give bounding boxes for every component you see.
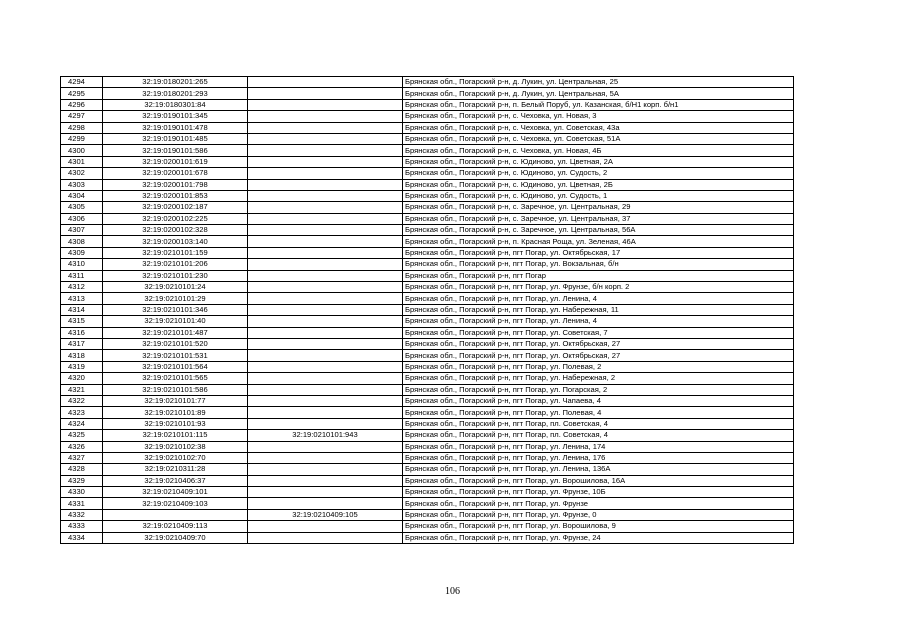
cadastral-number-cell: 32:19:0190101:345 bbox=[103, 111, 248, 122]
cadastral-number-cell: 32:19:0190101:478 bbox=[103, 122, 248, 133]
cadastral-number-cell: 32:19:0210101:531 bbox=[103, 350, 248, 361]
row-number-cell: 4314 bbox=[61, 304, 103, 315]
related-cadastral-number-cell bbox=[248, 327, 403, 338]
table-row bbox=[61, 327, 794, 338]
table-row bbox=[61, 384, 794, 395]
related-cadastral-number-cell bbox=[248, 532, 403, 543]
table-row bbox=[61, 464, 794, 475]
row-number-cell: 4320 bbox=[61, 373, 103, 384]
address-cell: Брянская обл., Погарский р-н, пгт Погар, ул. Ленина, 176 bbox=[403, 452, 794, 463]
related-cadastral-number-cell bbox=[248, 259, 403, 270]
table-row bbox=[61, 293, 794, 304]
cadastral-number-cell: 32:19:0210102:70 bbox=[103, 452, 248, 463]
row-number-cell: 4298 bbox=[61, 122, 103, 133]
address-cell: Брянская обл., Погарский р-н, пгт Погар, ул. Фрунзе bbox=[403, 498, 794, 509]
cadastral-number-cell: 32:19:0210101:346 bbox=[103, 304, 248, 315]
address-cell: Брянская обл., Погарский р-н, пгт Погар, пл. Советская, 4 bbox=[403, 430, 794, 441]
row-number-cell: 4321 bbox=[61, 384, 103, 395]
cadastral-number-cell: 32:19:0210101:206 bbox=[103, 259, 248, 270]
table-row bbox=[61, 77, 794, 88]
row-number-cell: 4325 bbox=[61, 430, 103, 441]
row-number-cell: 4316 bbox=[61, 327, 103, 338]
row-number-cell: 4302 bbox=[61, 168, 103, 179]
cadastral-number-cell: 32:19:0190101:586 bbox=[103, 145, 248, 156]
related-cadastral-number-cell bbox=[248, 247, 403, 258]
address-cell: Брянская обл., Погарский р-н, пгт Погар, ул. Ворошилова, 16А bbox=[403, 475, 794, 486]
cadastral-number-cell: 32:19:0210101:40 bbox=[103, 316, 248, 327]
address-cell: Брянская обл., Погарский р-н, пгт Погар, ул. Ленина, 4 bbox=[403, 293, 794, 304]
related-cadastral-number-cell: 32:19:0210409:105 bbox=[248, 509, 403, 520]
row-number-cell: 4331 bbox=[61, 498, 103, 509]
table-row bbox=[61, 532, 794, 543]
address-cell: Брянская обл., Погарский р-н, пгт Погар, ул. Октябрьская, 27 bbox=[403, 350, 794, 361]
address-cell: Брянская обл., Погарский р-н, с. Заречное, ул. Центральная, 37 bbox=[403, 213, 794, 224]
cadastral-number-cell: 32:19:0200101:853 bbox=[103, 190, 248, 201]
address-cell: Брянская обл., Погарский р-н, пгт Погар, ул. Фрунзе, 0 bbox=[403, 509, 794, 520]
address-cell: Брянская обл., Погарский р-н, с. Юдиново, ул. Судость, 1 bbox=[403, 190, 794, 201]
table-row bbox=[61, 225, 794, 236]
row-number-cell: 4311 bbox=[61, 270, 103, 281]
table-row bbox=[61, 452, 794, 463]
related-cadastral-number-cell bbox=[248, 395, 403, 406]
row-number-cell: 4305 bbox=[61, 202, 103, 213]
table-row bbox=[61, 247, 794, 258]
address-cell: Брянская обл., Погарский р-н, пгт Погар, ул. Фрунзе, б/н корп. 2 bbox=[403, 282, 794, 293]
table-row bbox=[61, 487, 794, 498]
row-number-cell: 4301 bbox=[61, 156, 103, 167]
address-cell: Брянская обл., Погарский р-н, пгт Погар, ул. Ворошилова, 9 bbox=[403, 521, 794, 532]
table-row bbox=[61, 282, 794, 293]
cadastral-number-cell: 32:19:0210101:89 bbox=[103, 407, 248, 418]
cadastral-number-cell: 32:19:0200101:619 bbox=[103, 156, 248, 167]
related-cadastral-number-cell bbox=[248, 464, 403, 475]
row-number-cell: 4322 bbox=[61, 395, 103, 406]
cadastral-number-cell: 32:19:0210101:520 bbox=[103, 338, 248, 349]
related-cadastral-number-cell bbox=[248, 498, 403, 509]
row-number-cell: 4308 bbox=[61, 236, 103, 247]
row-number-cell: 4300 bbox=[61, 145, 103, 156]
table-row bbox=[61, 304, 794, 315]
cadastral-number-cell: 32:19:0190101:485 bbox=[103, 133, 248, 144]
cadastral-number-cell: 32:19:0210311:28 bbox=[103, 464, 248, 475]
address-cell: Брянская обл., Погарский р-н, с. Юдиново, ул. Цветная, 2А bbox=[403, 156, 794, 167]
row-number-cell: 4312 bbox=[61, 282, 103, 293]
table-row bbox=[61, 88, 794, 99]
cadastral-number-cell: 32:19:0200102:328 bbox=[103, 225, 248, 236]
related-cadastral-number-cell bbox=[248, 361, 403, 372]
row-number-cell: 4306 bbox=[61, 213, 103, 224]
address-cell: Брянская обл., Погарский р-н, с. Чеховка, ул. Советская, 43а bbox=[403, 122, 794, 133]
cadastral-number-cell: 32:19:0210406:37 bbox=[103, 475, 248, 486]
related-cadastral-number-cell bbox=[248, 213, 403, 224]
table-row bbox=[61, 190, 794, 201]
cadastral-number-cell: 32:19:0210101:230 bbox=[103, 270, 248, 281]
cadastral-number-cell: 32:19:0210409:113 bbox=[103, 521, 248, 532]
address-cell: Брянская обл., Погарский р-н, пгт Погар, ул. Ленина, 136А bbox=[403, 464, 794, 475]
related-cadastral-number-cell bbox=[248, 293, 403, 304]
related-cadastral-number-cell bbox=[248, 270, 403, 281]
related-cadastral-number-cell bbox=[248, 418, 403, 429]
table-row bbox=[61, 145, 794, 156]
row-number-cell: 4327 bbox=[61, 452, 103, 463]
related-cadastral-number-cell bbox=[248, 487, 403, 498]
row-number-cell: 4309 bbox=[61, 247, 103, 258]
table-row bbox=[61, 99, 794, 110]
related-cadastral-number-cell bbox=[248, 441, 403, 452]
related-cadastral-number-cell bbox=[248, 145, 403, 156]
table-row bbox=[61, 418, 794, 429]
cadastral-number-cell: 32:19:0200103:140 bbox=[103, 236, 248, 247]
related-cadastral-number-cell bbox=[248, 373, 403, 384]
cadastral-number-cell: 32:19:0200101:798 bbox=[103, 179, 248, 190]
related-cadastral-number-cell bbox=[248, 521, 403, 532]
row-number-cell: 4295 bbox=[61, 88, 103, 99]
row-number-cell: 4333 bbox=[61, 521, 103, 532]
address-cell: Брянская обл., Погарский р-н, пгт Погар, ул. Чапаева, 4 bbox=[403, 395, 794, 406]
table-row bbox=[61, 475, 794, 486]
table-row bbox=[61, 361, 794, 372]
row-number-cell: 4296 bbox=[61, 99, 103, 110]
row-number-cell: 4330 bbox=[61, 487, 103, 498]
related-cadastral-number-cell bbox=[248, 202, 403, 213]
cadastral-number-cell: 32:19:0210101:24 bbox=[103, 282, 248, 293]
table-row bbox=[61, 133, 794, 144]
table-row bbox=[61, 509, 794, 520]
address-cell: Брянская обл., Погарский р-н, с. Юдиново, ул. Цветная, 2Б bbox=[403, 179, 794, 190]
address-cell: Брянская обл., Погарский р-н, пгт Погар, пл. Советская, 4 bbox=[403, 418, 794, 429]
page-number: 106 bbox=[445, 586, 460, 597]
cadastral-number-cell: 32:19:0210409:70 bbox=[103, 532, 248, 543]
cadastral-number-cell: 32:19:0210101:77 bbox=[103, 395, 248, 406]
address-cell: Брянская обл., Погарский р-н, пгт Погар, ул. Набережная, 2 bbox=[403, 373, 794, 384]
row-number-cell: 4299 bbox=[61, 133, 103, 144]
cadastral-number-cell: 32:19:0210102:38 bbox=[103, 441, 248, 452]
cadastral-number-cell: 32:19:0210101:487 bbox=[103, 327, 248, 338]
table-row bbox=[61, 213, 794, 224]
address-cell: Брянская обл., Погарский р-н, пгт Погар, ул. Вокзальная, б/н bbox=[403, 259, 794, 270]
related-cadastral-number-cell bbox=[248, 452, 403, 463]
address-cell: Брянская обл., Погарский р-н, пгт Погар, ул. Ленина, 4 bbox=[403, 316, 794, 327]
address-cell: Брянская обл., Погарский р-н, с. Чеховка, ул. Новая, 3 bbox=[403, 111, 794, 122]
cadastral-number-cell: 32:19:0210101:586 bbox=[103, 384, 248, 395]
related-cadastral-number-cell bbox=[248, 88, 403, 99]
related-cadastral-number-cell bbox=[248, 475, 403, 486]
table-row bbox=[61, 168, 794, 179]
table-row bbox=[61, 156, 794, 167]
table-row bbox=[61, 350, 794, 361]
table-row bbox=[61, 316, 794, 327]
table-row bbox=[61, 338, 794, 349]
related-cadastral-number-cell bbox=[248, 282, 403, 293]
row-number-cell: 4324 bbox=[61, 418, 103, 429]
row-number-cell: 4297 bbox=[61, 111, 103, 122]
address-cell: Брянская обл., Погарский р-н, с. Заречное, ул. Центральная, 29 bbox=[403, 202, 794, 213]
table-row bbox=[61, 122, 794, 133]
row-number-cell: 4319 bbox=[61, 361, 103, 372]
related-cadastral-number-cell bbox=[248, 168, 403, 179]
address-cell: Брянская обл., Погарский р-н, пгт Погар, ул. Фрунзе, 10Б bbox=[403, 487, 794, 498]
table-row bbox=[61, 521, 794, 532]
row-number-cell: 4304 bbox=[61, 190, 103, 201]
table-row bbox=[61, 395, 794, 406]
related-cadastral-number-cell bbox=[248, 407, 403, 418]
related-cadastral-number-cell bbox=[248, 384, 403, 395]
row-number-cell: 4303 bbox=[61, 179, 103, 190]
address-cell: Брянская обл., Погарский р-н, д. Лукин, ул. Центральная, 25 bbox=[403, 77, 794, 88]
cadastral-number-cell: 32:19:0200102:225 bbox=[103, 213, 248, 224]
related-cadastral-number-cell bbox=[248, 225, 403, 236]
address-cell: Брянская обл., Погарский р-н, с. Заречное, ул. Центральная, 56А bbox=[403, 225, 794, 236]
row-number-cell: 4317 bbox=[61, 338, 103, 349]
cadastral-number-cell: 32:19:0210101:93 bbox=[103, 418, 248, 429]
table-row bbox=[61, 441, 794, 452]
table-row bbox=[61, 407, 794, 418]
row-number-cell: 4313 bbox=[61, 293, 103, 304]
address-cell: Брянская обл., Погарский р-н, п. Красная Роща, ул. Зеленая, 46А bbox=[403, 236, 794, 247]
related-cadastral-number-cell bbox=[248, 99, 403, 110]
cadastral-number-cell: 32:19:0210101:159 bbox=[103, 247, 248, 258]
related-cadastral-number-cell: 32:19:0210101:943 bbox=[248, 430, 403, 441]
row-number-cell: 4332 bbox=[61, 509, 103, 520]
related-cadastral-number-cell bbox=[248, 122, 403, 133]
cadastral-number-cell: 32:19:0180201:293 bbox=[103, 88, 248, 99]
address-cell: Брянская обл., Погарский р-н, пгт Погар, ул. Набережная, 11 bbox=[403, 304, 794, 315]
row-number-cell: 4310 bbox=[61, 259, 103, 270]
table-row bbox=[61, 202, 794, 213]
table-row bbox=[61, 236, 794, 247]
address-cell: Брянская обл., Погарский р-н, пгт Погар, ул. Советская, 7 bbox=[403, 327, 794, 338]
property-table bbox=[60, 76, 794, 544]
row-number-cell: 4294 bbox=[61, 77, 103, 88]
related-cadastral-number-cell bbox=[248, 304, 403, 315]
row-number-cell: 4328 bbox=[61, 464, 103, 475]
cadastral-number-cell: 32:19:0210409:101 bbox=[103, 487, 248, 498]
table-row bbox=[61, 430, 794, 441]
address-cell: Брянская обл., Погарский р-н, пгт Погар, ул. Полевая, 2 bbox=[403, 361, 794, 372]
row-number-cell: 4323 bbox=[61, 407, 103, 418]
cadastral-number-cell: 32:19:0210101:564 bbox=[103, 361, 248, 372]
related-cadastral-number-cell bbox=[248, 350, 403, 361]
cadastral-number-cell: 32:19:0210101:565 bbox=[103, 373, 248, 384]
related-cadastral-number-cell bbox=[248, 156, 403, 167]
address-cell: Брянская обл., Погарский р-н, с. Чеховка, ул. Советская, 51А bbox=[403, 133, 794, 144]
address-cell: Брянская обл., Погарский р-н, с. Чеховка, ул. Новая, 4Б bbox=[403, 145, 794, 156]
related-cadastral-number-cell bbox=[248, 111, 403, 122]
table-row bbox=[61, 498, 794, 509]
cadastral-number-cell: 32:19:0210409:103 bbox=[103, 498, 248, 509]
address-cell: Брянская обл., Погарский р-н, пгт Погар, ул. Октябрьская, 27 bbox=[403, 338, 794, 349]
address-cell: Брянская обл., Погарский р-н, пгт Погар, ул. Погарская, 2 bbox=[403, 384, 794, 395]
address-cell: Брянская обл., Погарский р-н, д. Лукин, ул. Центральная, 5А bbox=[403, 88, 794, 99]
cadastral-number-cell: 32:19:0180301:84 bbox=[103, 99, 248, 110]
related-cadastral-number-cell bbox=[248, 77, 403, 88]
related-cadastral-number-cell bbox=[248, 316, 403, 327]
related-cadastral-number-cell bbox=[248, 236, 403, 247]
related-cadastral-number-cell bbox=[248, 179, 403, 190]
related-cadastral-number-cell bbox=[248, 133, 403, 144]
table-row bbox=[61, 270, 794, 281]
address-cell: Брянская обл., Погарский р-н, пгт Погар, ул. Ленина, 174 bbox=[403, 441, 794, 452]
related-cadastral-number-cell bbox=[248, 338, 403, 349]
related-cadastral-number-cell bbox=[248, 190, 403, 201]
address-cell: Брянская обл., Погарский р-н, пгт Погар, ул. Полевая, 4 bbox=[403, 407, 794, 418]
address-cell: Брянская обл., Погарский р-н, пгт Погар bbox=[403, 270, 794, 281]
row-number-cell: 4318 bbox=[61, 350, 103, 361]
table-row bbox=[61, 111, 794, 122]
cadastral-number-cell: 32:19:0210101:115 bbox=[103, 430, 248, 441]
row-number-cell: 4334 bbox=[61, 532, 103, 543]
cadastral-number-cell: 32:19:0200102:187 bbox=[103, 202, 248, 213]
table-row bbox=[61, 179, 794, 190]
cadastral-number-cell bbox=[103, 509, 248, 520]
address-cell: Брянская обл., Погарский р-н, пгт Погар, ул. Фрунзе, 24 bbox=[403, 532, 794, 543]
row-number-cell: 4326 bbox=[61, 441, 103, 452]
row-number-cell: 4329 bbox=[61, 475, 103, 486]
row-number-cell: 4315 bbox=[61, 316, 103, 327]
address-cell: Брянская обл., Погарский р-н, с. Юдиново, ул. Судость, 2 bbox=[403, 168, 794, 179]
cadastral-number-cell: 32:19:0180201:265 bbox=[103, 77, 248, 88]
address-cell: Брянская обл., Погарский р-н, пгт Погар, ул. Октябрьская, 17 bbox=[403, 247, 794, 258]
address-cell: Брянская обл., Погарский р-н, п. Белый Поруб, ул. Казанская, б/Н1 корп. б/н1 bbox=[403, 99, 794, 110]
row-number-cell: 4307 bbox=[61, 225, 103, 236]
table-row bbox=[61, 373, 794, 384]
table-row bbox=[61, 259, 794, 270]
property-table-body bbox=[61, 77, 794, 544]
cadastral-number-cell: 32:19:0210101:29 bbox=[103, 293, 248, 304]
cadastral-number-cell: 32:19:0200101:678 bbox=[103, 168, 248, 179]
